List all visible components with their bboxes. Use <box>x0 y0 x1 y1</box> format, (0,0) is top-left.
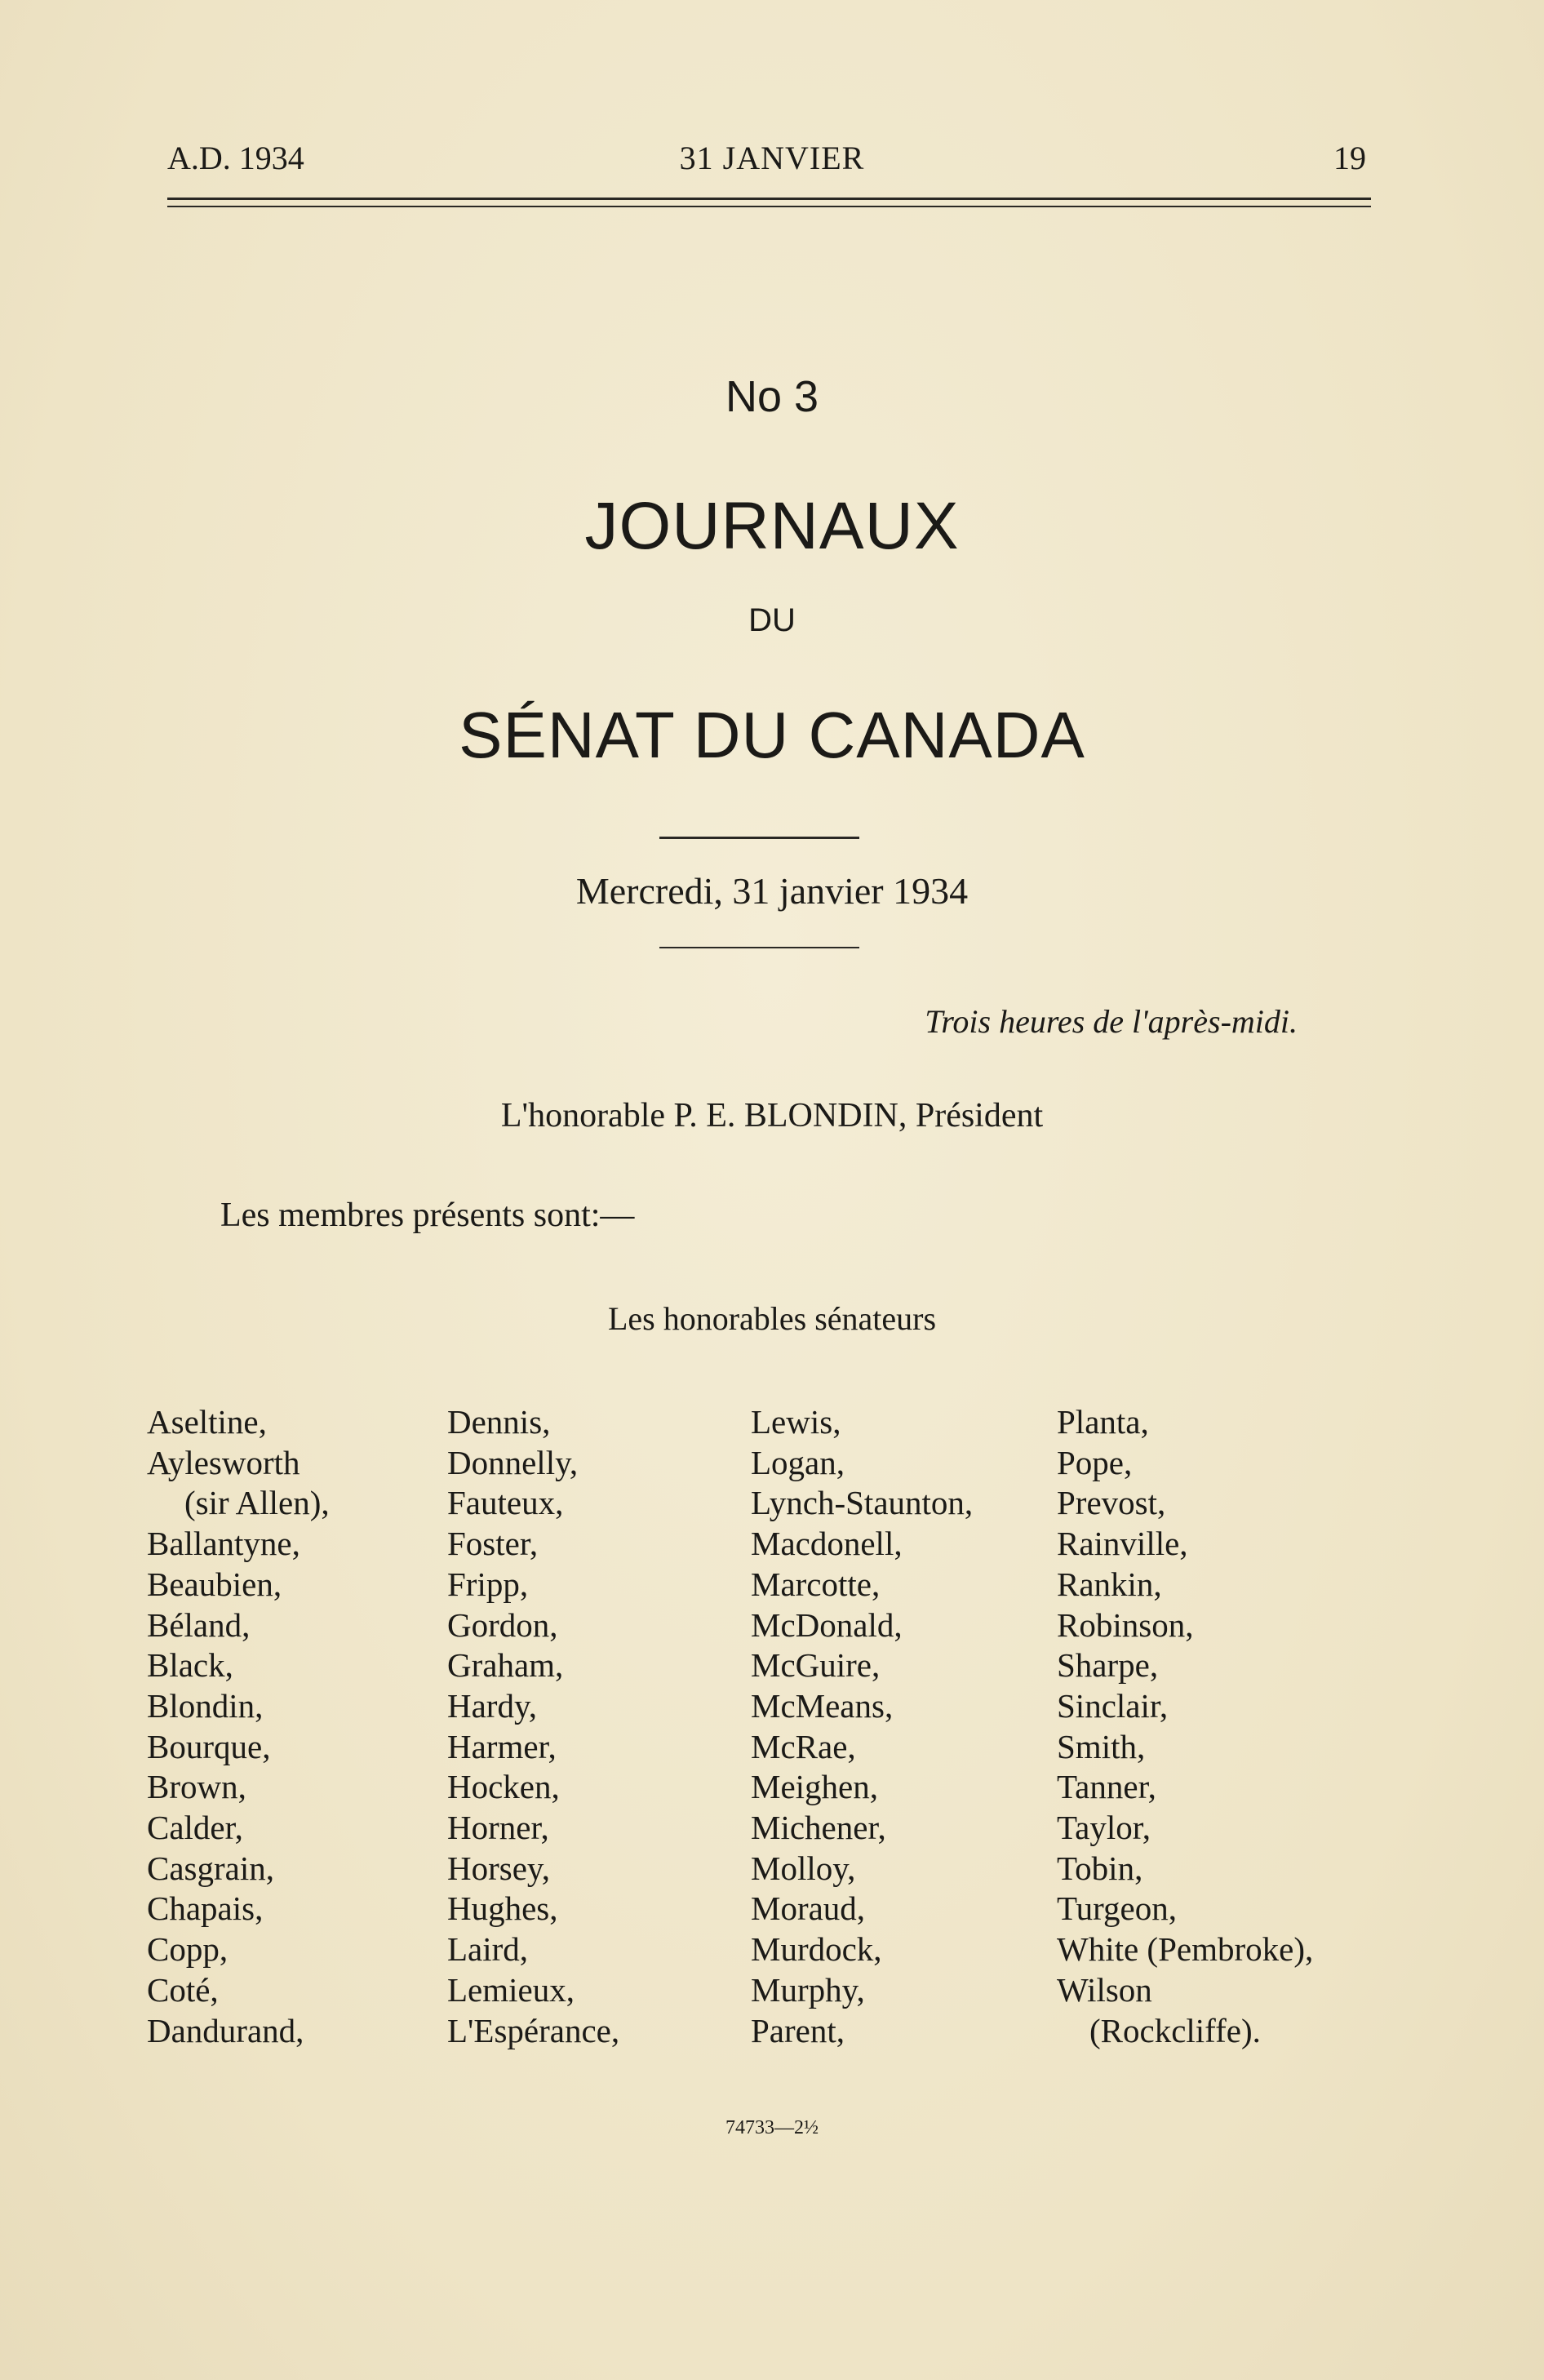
senator-name: Hardy, <box>447 1686 538 1725</box>
senator-name: Ballantyne, <box>147 1525 300 1563</box>
senator-name: Macdonell, <box>751 1525 903 1563</box>
senator-name: Casgrain, <box>147 1849 274 1887</box>
senator-name: Tanner, <box>1057 1768 1156 1806</box>
senator-name: Calder, <box>147 1809 243 1847</box>
title-du: DU <box>748 602 796 638</box>
senator-name: Planta, <box>1057 1403 1149 1441</box>
senator-name: McRae, <box>751 1727 856 1765</box>
senator-name: Taylor, <box>1057 1809 1151 1847</box>
senator-name: Beaubien, <box>147 1565 282 1603</box>
senator-name: Hughes, <box>447 1889 558 1928</box>
senator-name: L'Espérance, <box>447 2011 620 2049</box>
senator-name: Logan, <box>751 1443 845 1481</box>
senator-name: Béland, <box>147 1605 251 1644</box>
senator-name: Foster, <box>447 1525 539 1563</box>
senator-name: McMeans, <box>751 1686 894 1725</box>
senator-name: (Rockcliffe). <box>1089 2011 1261 2049</box>
senator-column-2 <box>447 1402 619 2051</box>
journal-number: No 3 <box>725 372 819 421</box>
senator-name: Lewis, <box>751 1403 841 1441</box>
senator-name: Sinclair, <box>1057 1686 1169 1725</box>
senator-name: Brown, <box>147 1768 246 1806</box>
header-rule-bottom <box>167 206 1371 207</box>
senator-name: Hocken, <box>447 1768 560 1806</box>
senator-name: Moraud, <box>751 1889 866 1928</box>
senator-name: White (Pembroke), <box>1057 1930 1314 1969</box>
senator-column-3 <box>751 1402 973 2051</box>
senator-name: Lemieux, <box>447 1970 575 2009</box>
senator-name: Laird, <box>447 1930 529 1969</box>
senator-name: Horsey, <box>447 1849 551 1887</box>
senator-name: Bourque, <box>147 1727 271 1765</box>
senator-name: Coté, <box>147 1970 219 2009</box>
senator-name: Black, <box>147 1646 233 1685</box>
senator-name: Rainville, <box>1057 1525 1188 1563</box>
senator-name: (sir Allen), <box>184 1484 330 1522</box>
senator-name: McDonald, <box>751 1605 903 1644</box>
header-year: A.D. 1934 <box>167 140 304 176</box>
senator-name: Copp, <box>147 1930 228 1969</box>
senator-name: Donnelly, <box>447 1443 579 1481</box>
senator-name: Blondin, <box>147 1686 264 1725</box>
senator-name: Murphy, <box>751 1970 865 2009</box>
senator-name: Aylesworth <box>147 1443 300 1481</box>
senator-name: Parent, <box>751 2011 845 2049</box>
senator-name: Pope, <box>1057 1443 1133 1481</box>
header-rule-top <box>167 198 1371 200</box>
senator-name: Turgeon, <box>1057 1889 1177 1928</box>
sitting-date: Mercredi, 31 janvier 1934 <box>575 870 969 912</box>
senator-name: Graham, <box>447 1646 564 1685</box>
senator-name: Molloy, <box>751 1849 856 1887</box>
senator-column-1 <box>147 1402 330 2051</box>
senator-name: Michener, <box>751 1809 886 1847</box>
divider-rule <box>659 947 859 948</box>
sitting-time: Trois heures de l'après-midi. <box>925 1003 1298 1040</box>
header-date: 31 JANVIER <box>679 140 865 176</box>
print-code: 74733—2½ <box>725 2117 819 2138</box>
page-number: 19 <box>1333 140 1366 176</box>
senator-name: Gordon, <box>447 1605 558 1644</box>
speaker-line: L'honorable P. E. BLONDIN, Président <box>500 1097 1044 1134</box>
senator-name: Aseltine, <box>147 1403 267 1441</box>
senator-name: Robinson, <box>1057 1605 1194 1644</box>
divider-rule <box>659 837 859 839</box>
senator-name: Fripp, <box>447 1565 529 1603</box>
members-intro: Les membres présents sont:— <box>220 1197 635 1234</box>
senator-name: Harmer, <box>447 1727 557 1765</box>
senator-name: Murdock, <box>751 1930 882 1969</box>
senator-column-4 <box>1057 1402 1313 2051</box>
senator-name: Tobin, <box>1057 1849 1143 1887</box>
senator-name: Dennis, <box>447 1403 551 1441</box>
senator-name: McGuire, <box>751 1646 881 1685</box>
senator-name: Prevost, <box>1057 1484 1166 1522</box>
senator-name: Wilson <box>1057 1970 1152 2009</box>
senator-name: Lynch-Staunton, <box>751 1484 974 1522</box>
page-title: JOURNAUX <box>584 489 960 563</box>
senator-name: Sharpe, <box>1057 1646 1159 1685</box>
senator-name: Rankin, <box>1057 1565 1162 1603</box>
senator-name: Horner, <box>447 1809 549 1847</box>
senator-name: Dandurand, <box>147 2011 304 2049</box>
members-subheading: Les honorables sénateurs <box>607 1300 937 1337</box>
senator-name: Fauteux, <box>447 1484 564 1522</box>
senator-name: Marcotte, <box>751 1565 881 1603</box>
senator-name: Smith, <box>1057 1727 1146 1765</box>
senator-name: Meighen, <box>751 1768 878 1806</box>
senator-name: Chapais, <box>147 1889 264 1928</box>
page-subtitle: SÉNAT DU CANADA <box>459 699 1085 771</box>
